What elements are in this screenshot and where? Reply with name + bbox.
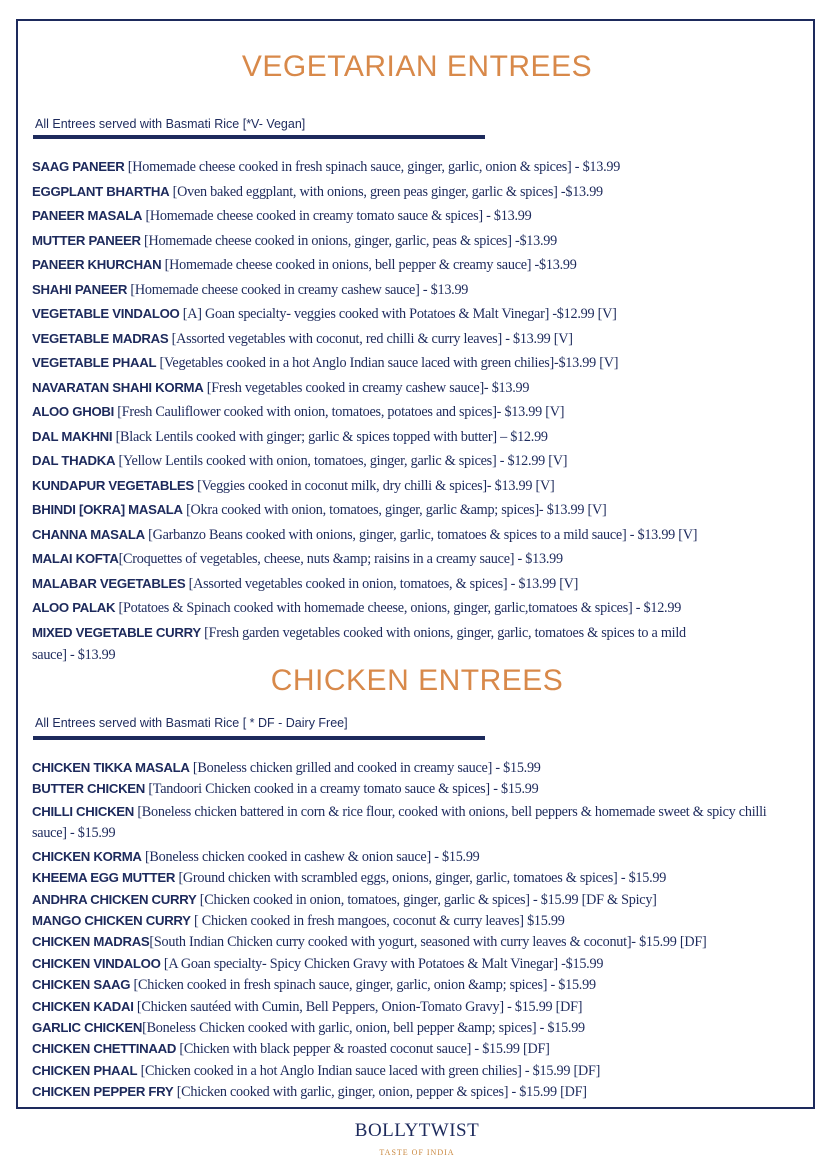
dish-description: [Potatoes & Spinach cooked with homemade cheese, onions, ginger, garlic,tomatoes & spices] - $12.99 — [115, 600, 682, 616]
dish-description: [Fresh Cauliflower cooked with onion, tomatoes, potatoes and spices]- $13.99 [V] — [114, 404, 565, 420]
dish-description: [Homemade cheese cooked in onions, ginger, garlic, peas & spices] -$13.99 — [140, 232, 557, 249]
menu-item-kheema-egg-mutter — [32, 867, 814, 888]
dish-description: [Boneless chicken cooked in cashew & onion sauce] - $15.99 — [141, 848, 480, 865]
dish-name: VEGETABLE MADRAS — [32, 330, 169, 346]
dish-name: MANGO CHICKEN CURRY — [32, 912, 191, 928]
dish-description: [Assorted vegetables with coconut, red chilli & curry leaves] - $13.99 [V] — [168, 330, 573, 347]
menu-item-mutter-paneer — [32, 229, 814, 254]
menu-item-chilli-chicken — [32, 800, 767, 844]
dish-name: CHANNA MASALA — [32, 526, 145, 542]
menu-item-paneer-masala — [32, 204, 814, 229]
dish-name: CHICKEN KADAI — [32, 998, 134, 1014]
dish-description: [Chicken cooked with garlic, ginger, onion, pepper & spices] - $15.99 [DF] — [173, 1084, 587, 1101]
dish-name: PANEER KHURCHAN — [32, 257, 162, 272]
dish-description: [Homemade cheese cooked in fresh spinach sauce, ginger, garlic, onion & spices] - $13.99 — [124, 159, 621, 175]
menu-item-mango-chicken-curry — [32, 910, 814, 931]
menu-item-malabar-vegetables — [32, 572, 814, 597]
menu-item-shahi-paneer — [32, 278, 814, 303]
vegetarian-menu-list — [32, 155, 814, 668]
dish-name: VEGETABLE PHAAL — [32, 355, 157, 370]
dish-name: KUNDAPUR VEGETABLES — [32, 477, 194, 493]
dish-name: MALABAR VEGETABLES — [32, 575, 186, 591]
dish-name: CHILLI CHICKEN — [32, 803, 135, 819]
dish-name: PANEER MASALA — [32, 208, 143, 223]
menu-item-aloo-ghobi — [32, 400, 814, 425]
dish-description: [A Goan specialty- Spicy Chicken Gravy with Potatoes & Malt Vinegar] -$15.99 — [160, 955, 604, 972]
menu-item-bhindi-masala — [32, 498, 814, 523]
menu-item-butter-chicken — [32, 778, 814, 799]
menu-item-vegetable-vindaloo — [32, 302, 814, 327]
dish-name: EGGPLANT BHARTHA — [32, 183, 170, 199]
brand-logo-name: BOLLYTWIST — [354, 1120, 480, 1141]
dish-description: [Vegetables cooked in a hot Anglo Indian sauce laced with green chilies]-$13.99 [V] — [156, 355, 619, 371]
chicken-divider — [33, 736, 485, 740]
dish-name: MUTTER PANEER — [32, 232, 141, 248]
dish-name: CHICKEN PEPPER FRY — [32, 1084, 174, 1100]
dish-description: [A] Goan specialty- veggies cooked with Potatoes & Malt Vinegar] -$12.99 [V] — [179, 306, 617, 322]
dish-description: [Fresh garden vegetables cooked with onions, ginger, garlic, tomatoes & spices to a mild sauce] - $13.99 — [32, 624, 686, 663]
dish-name: BHINDI [OKRA] MASALA — [32, 502, 183, 517]
chicken-section-title: CHICKEN ENTREES — [270, 664, 564, 697]
menu-item-vegetable-madras — [32, 327, 814, 352]
vegetarian-divider — [33, 135, 485, 139]
menu-item-malai-kofta — [32, 547, 814, 572]
dish-name: NAVARATAN SHAHI KORMA — [32, 379, 204, 395]
menu-item-chicken-phaal — [32, 1060, 814, 1081]
dish-description: [Garbanzo Beans cooked with onions, ginger, garlic, tomatoes & spices to a mild sauce] - $13.99 [V] — [144, 526, 698, 543]
menu-item-mixed-vegetable-curry — [32, 621, 722, 666]
menu-item-garlic-chicken — [32, 1017, 814, 1038]
dish-description: [Fresh vegetables cooked in creamy cashew sauce]- $13.99 — [203, 379, 530, 396]
dish-name: CHICKEN MADRAS — [32, 934, 150, 950]
dish-name: BUTTER CHICKEN — [32, 781, 146, 797]
dish-description: [Chicken with black pepper & roasted coconut sauce] - $15.99 [DF] — [176, 1041, 550, 1058]
dish-name: VEGETABLE VINDALOO — [32, 306, 180, 321]
dish-description: [Okra cooked with onion, tomatoes, ginger, garlic &amp; spices]- $13.99 [V] — [182, 502, 607, 518]
menu-item-navaratan-shahi-korma — [32, 376, 814, 401]
vegetarian-section-title: VEGETARIAN ENTREES — [241, 50, 593, 83]
dish-description: [Croquettes of vegetables, cheese, nuts &amp; raisins in a creamy sauce] - $13.99 — [118, 551, 563, 567]
dish-description: [Chicken sautéed with Cumin, Bell Peppers, Onion-Tomato Gravy] - $15.99 [DF] — [133, 998, 583, 1015]
dish-description: [Ground chicken with scrambled eggs, onions, ginger, garlic, tomatoes & spices] - $15.99 — [175, 870, 667, 887]
dish-description: [Boneless chicken grilled and cooked in creamy sauce] - $15.99 — [189, 760, 541, 776]
menu-item-chicken-saag — [32, 974, 814, 995]
chicken-menu-list — [32, 757, 814, 1102]
dish-name: CHICKEN TIKKA MASALA — [32, 760, 190, 775]
dish-name: DAL MAKHNI — [32, 428, 113, 444]
dish-description: [Chicken cooked in fresh spinach sauce, ginger, garlic, onion &amp; spices] - $15.99 — [130, 977, 596, 994]
dish-description: [Assorted vegetables cooked in onion, tomatoes, & spices] - $13.99 [V] — [185, 575, 579, 592]
menu-item-chicken-madras — [32, 931, 814, 952]
dish-name: DAL THADKA — [32, 453, 116, 468]
vegetarian-note: All Entrees served with Basmati Rice [*V- Vegan] — [35, 117, 306, 131]
dish-description: [Homemade cheese cooked in creamy cashew sauce] - $13.99 — [127, 281, 469, 298]
menu-item-saag-paneer — [32, 155, 814, 180]
dish-name: CHICKEN SAAG — [32, 977, 131, 993]
menu-item-chicken-korma — [32, 846, 814, 867]
menu-item-chicken-pepper-fry — [32, 1081, 814, 1102]
dish-name: GARLIC CHICKEN — [32, 1019, 143, 1035]
dish-name: ANDHRA CHICKEN CURRY — [32, 891, 197, 907]
menu-item-andhra-chicken-curry — [32, 889, 814, 910]
menu-item-chicken-kadai — [32, 996, 814, 1017]
menu-item-kundapur-vegetables — [32, 474, 814, 499]
menu-item-dal-makhni — [32, 425, 814, 450]
dish-description: [Oven baked eggplant, with onions, green peas ginger, garlic & spices] -$13.99 — [169, 183, 603, 200]
dish-description: [Black Lentils cooked with ginger; garlic & spices topped with butter] – $12.99 — [112, 428, 548, 445]
menu-item-aloo-palak — [32, 596, 814, 621]
menu-item-eggplant-bhartha — [32, 180, 814, 205]
dish-name: CHICKEN KORMA — [32, 848, 142, 864]
dish-name: CHICKEN PHAAL — [32, 1062, 138, 1078]
menu-item-paneer-khurchan — [32, 253, 814, 278]
dish-description: [Yellow Lentils cooked with onion, tomatoes, ginger, garlic & spices] - $12.99 [V] — [115, 453, 568, 469]
dish-name: CHICKEN CHETTINAAD — [32, 1041, 177, 1057]
dish-description: [Boneless chicken battered in corn & rice flour, cooked with onions, bell peppers & homemade sweet & spicy chilli sauce] - $15.99 — [32, 803, 767, 841]
dish-name: CHICKEN VINDALOO — [32, 955, 161, 971]
dish-name: ALOO PALAK — [32, 600, 116, 615]
menu-item-dal-thadka — [32, 449, 814, 474]
dish-description: [Chicken cooked in onion, tomatoes, ginger, garlic & spices] - $15.99 [DF & Spicy] — [196, 891, 657, 908]
dish-description: [Boneless Chicken cooked with garlic, onion, bell pepper &amp; spices] - $15.99 — [142, 1019, 585, 1036]
menu-item-chicken-vindaloo — [32, 953, 814, 974]
dish-description: [Tandoori Chicken cooked in a creamy tomato sauce & spices] - $15.99 — [145, 781, 539, 798]
brand-tagline: TASTE OF INDIA — [379, 1148, 455, 1157]
dish-description: [Homemade cheese cooked in creamy tomato sauce & spices] - $13.99 — [142, 208, 532, 224]
dish-description: [South Indian Chicken curry cooked with yogurt, seasoned with curry leaves & coconut]- $15.99 [DF] — [149, 934, 707, 951]
dish-name: KHEEMA EGG MUTTER — [32, 870, 176, 886]
menu-item-vegetable-phaal — [32, 351, 814, 376]
menu-item-chicken-tikka-masala — [32, 757, 814, 778]
menu-item-chicken-chettinaad — [32, 1038, 814, 1059]
menu-item-channa-masala — [32, 523, 814, 548]
chicken-note: All Entrees served with Basmati Rice [ * DF - Dairy Free] — [35, 716, 348, 730]
dish-description: [Veggies cooked in coconut milk, dry chilli & spices]- $13.99 [V] — [193, 477, 555, 494]
dish-name: SAAG PANEER — [32, 159, 125, 174]
dish-description: [Chicken cooked in a hot Anglo Indian sauce laced with green chilies] - $15.99 [DF] — [137, 1062, 601, 1079]
dish-name: ALOO GHOBI — [32, 404, 114, 419]
dish-description: [Homemade cheese cooked in onions, bell pepper & creamy sauce] -$13.99 — [161, 257, 577, 273]
dish-name: MIXED VEGETABLE CURRY — [32, 624, 201, 640]
dish-description: [ Chicken cooked in fresh mangoes, coconut & curry leaves] $15.99 — [190, 912, 565, 929]
dish-name: SHAHI PANEER — [32, 281, 128, 297]
dish-name: MALAI KOFTA — [32, 551, 119, 566]
